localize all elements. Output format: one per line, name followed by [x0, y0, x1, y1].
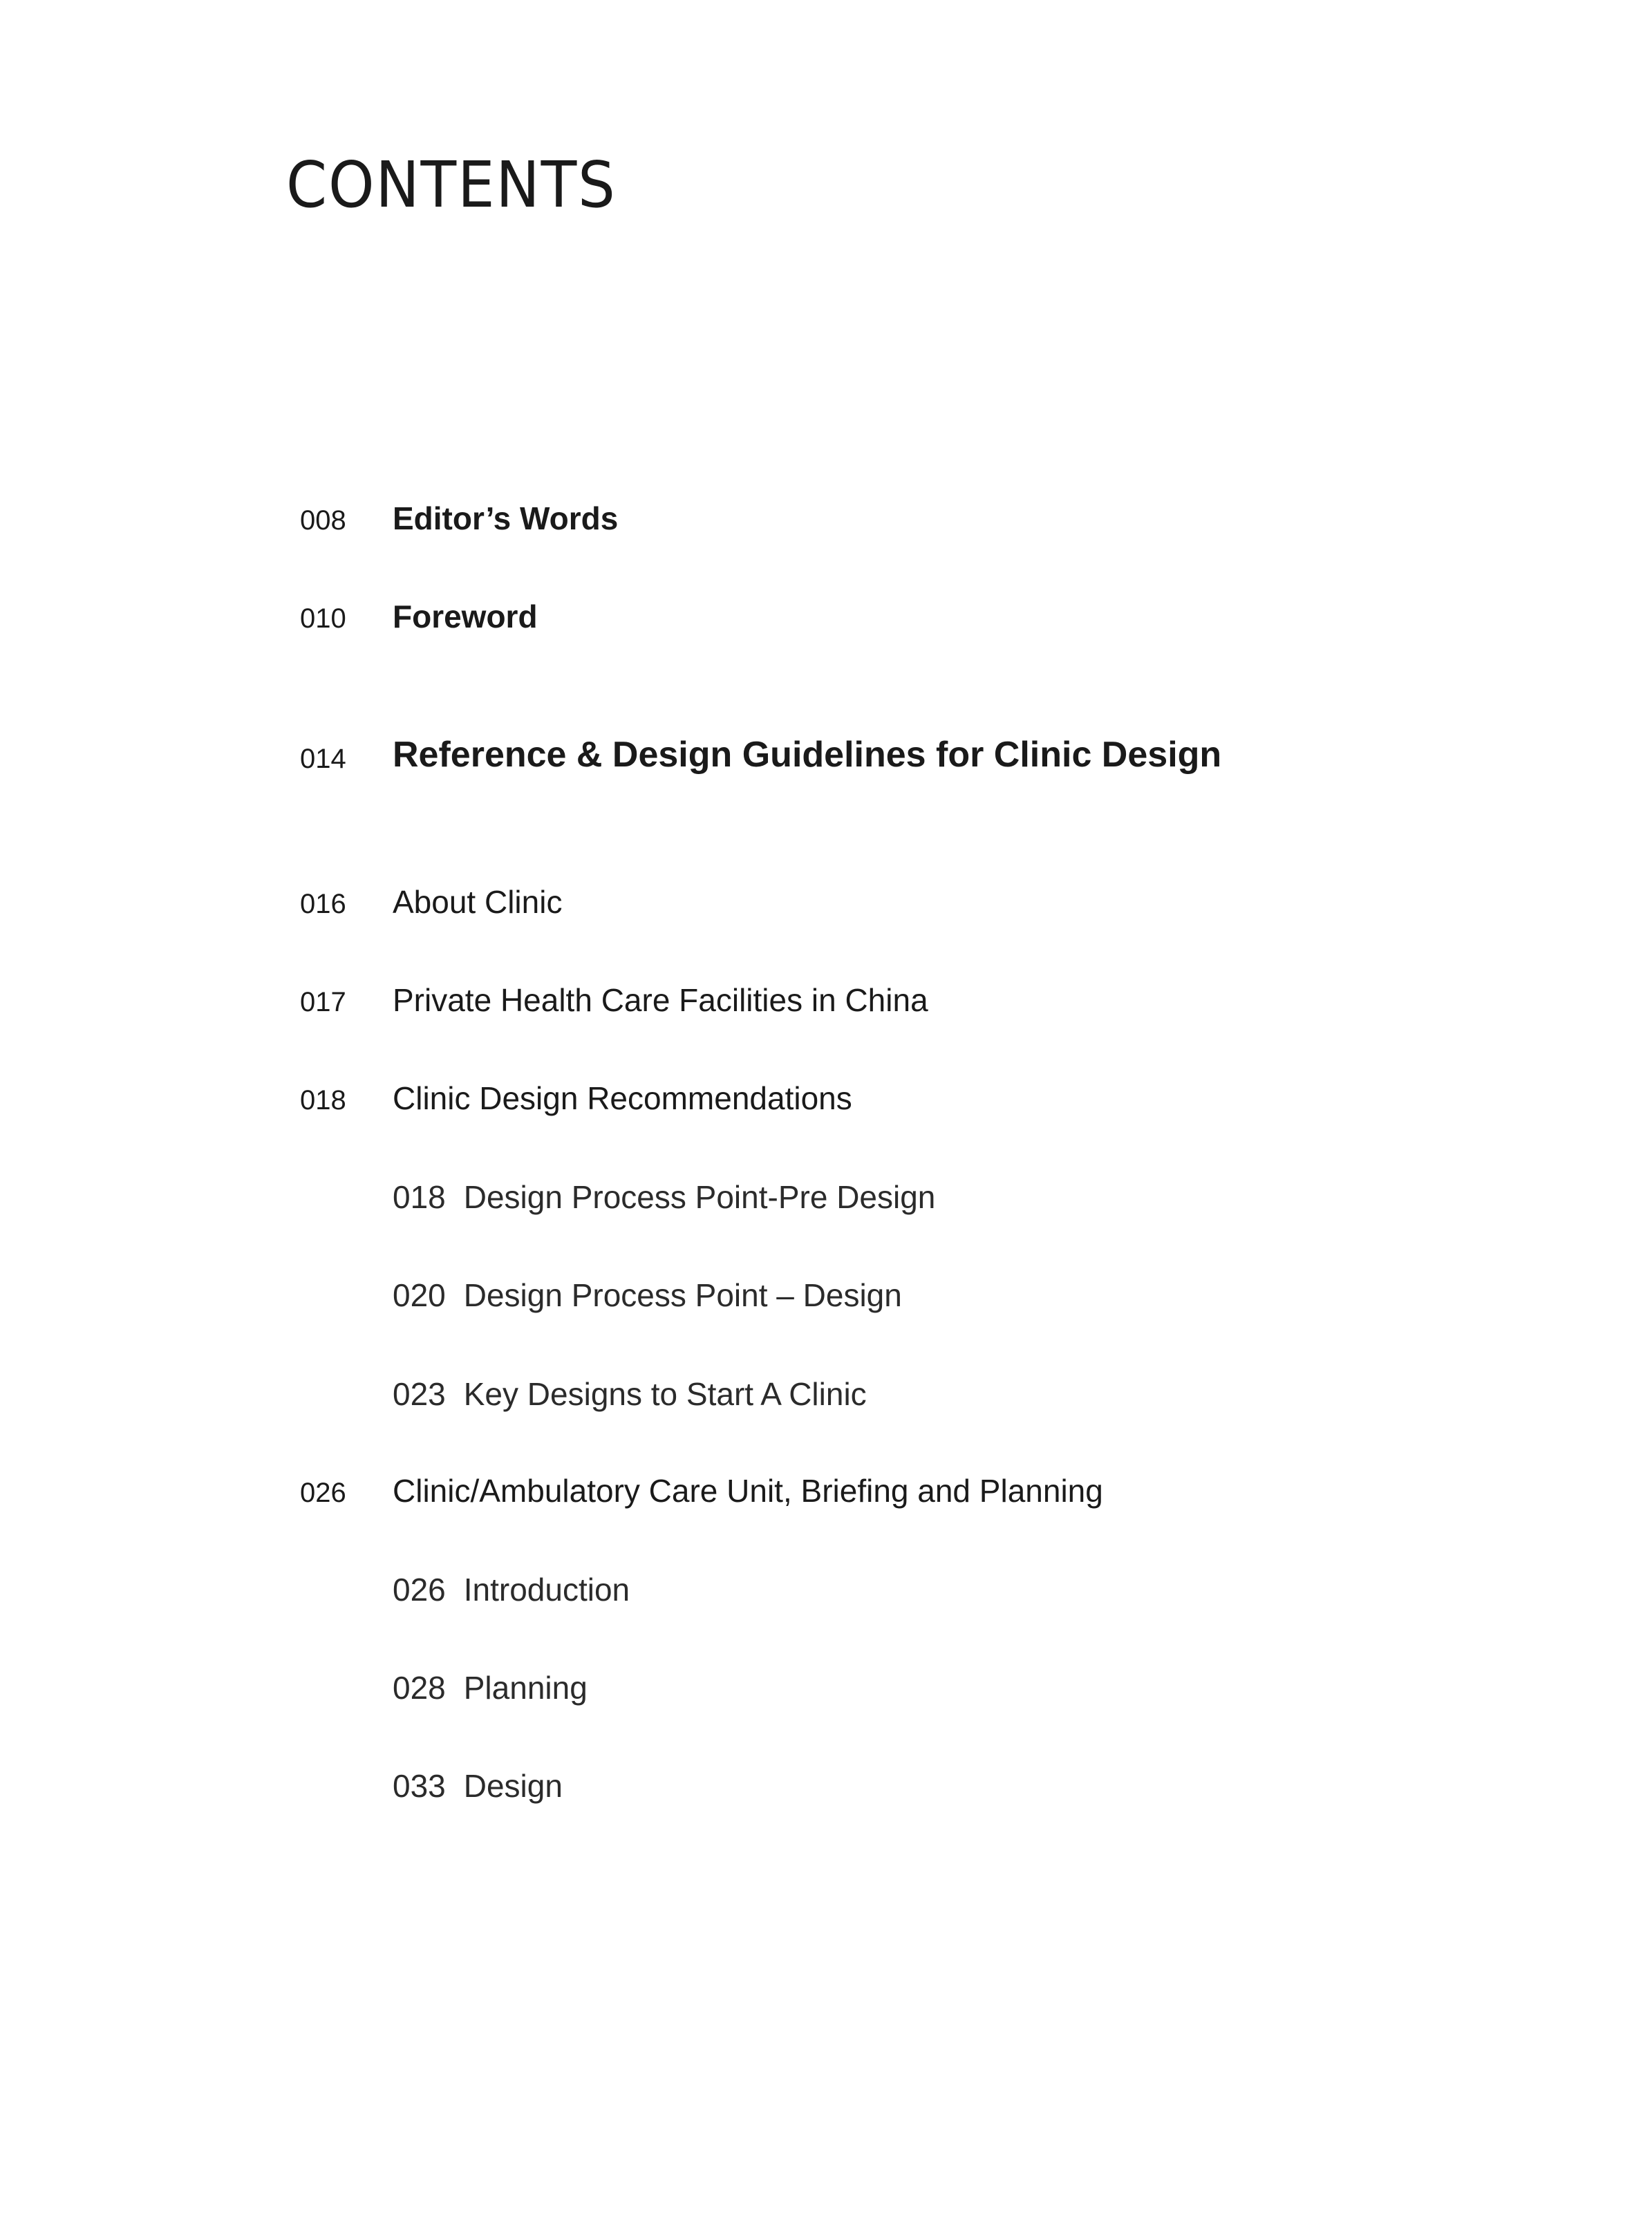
toc-subentry-label	[393, 1770, 563, 1802]
toc-entry-title: Design Process Point – Design	[463, 1277, 902, 1313]
toc-entry[interactable]	[0, 731, 1652, 773]
toc-page-number: 016	[300, 889, 346, 919]
toc-entry-title: Clinic/Ambulatory Care Unit, Briefing and Planning	[393, 1473, 1103, 1509]
toc-page-number: 017	[300, 987, 346, 1017]
toc-page-number: 010	[300, 603, 346, 634]
toc-entry-title: Clinic Design Recommendations	[393, 1080, 852, 1116]
toc-entry[interactable]	[0, 1662, 1652, 1704]
toc-entry-title: Introduction	[463, 1572, 630, 1608]
toc-entry[interactable]	[0, 493, 1652, 534]
toc-entry[interactable]	[0, 1465, 1652, 1507]
toc-entry-title: Key Designs to Start A Clinic	[463, 1376, 867, 1412]
toc-entry-title: Foreword	[393, 599, 538, 634]
toc-page-number: 008	[300, 505, 346, 536]
toc-entry-title: Editor’s Words	[393, 500, 619, 536]
toc-entry-title: About Clinic	[393, 884, 563, 920]
toc-entry-title: Planning	[463, 1670, 588, 1706]
toc-page-number: 028	[393, 1670, 446, 1706]
toc-page-number: 023	[393, 1376, 446, 1412]
toc-entry[interactable]	[0, 1073, 1652, 1114]
toc-subentry-label	[393, 1672, 588, 1704]
toc-entry-title: Design	[463, 1768, 563, 1804]
toc-entry[interactable]	[0, 876, 1652, 918]
toc-page-number: 018	[393, 1179, 446, 1215]
toc-page-number: 020	[393, 1277, 446, 1313]
toc-page-number: 018	[300, 1085, 346, 1116]
toc-subentry-label	[393, 1279, 902, 1311]
toc-page-number: 014	[300, 744, 346, 774]
toc-entry[interactable]	[0, 1760, 1652, 1802]
toc-entry[interactable]	[0, 1171, 1652, 1213]
toc-entry[interactable]	[0, 591, 1652, 632]
page-title: CONTENTS	[286, 148, 617, 222]
toc-entry[interactable]	[0, 1368, 1652, 1410]
toc-entry-title: Private Health Care Facilities in China	[393, 982, 928, 1018]
toc-page-number: 026	[300, 1478, 346, 1508]
toc-entry[interactable]	[0, 1564, 1652, 1606]
toc-page-number: 026	[393, 1572, 446, 1608]
toc-subentry-label	[393, 1181, 935, 1213]
toc-subentry-label	[393, 1378, 867, 1410]
toc-entry-title: Reference & Design Guidelines for Clinic Design	[393, 735, 1222, 775]
toc-entry[interactable]	[0, 1270, 1652, 1311]
toc-entry-title: Design Process Point-Pre Design	[463, 1179, 936, 1215]
toc-entry[interactable]	[0, 975, 1652, 1016]
toc-subentry-label	[393, 1574, 630, 1606]
toc-page-number: 033	[393, 1768, 446, 1804]
